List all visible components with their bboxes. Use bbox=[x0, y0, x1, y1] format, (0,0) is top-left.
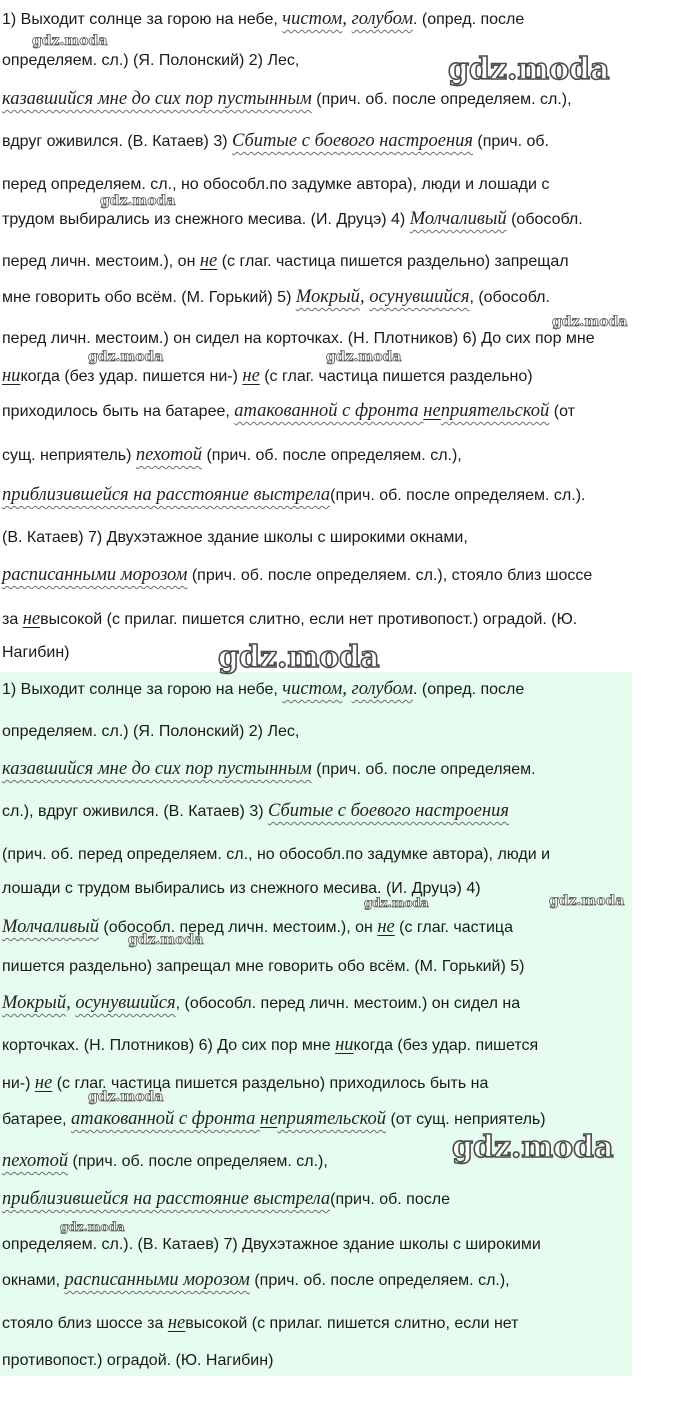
text-line: трудом выбирались из снежного месива. (И. Друцэ) 4) Молчаливый (обособл. bbox=[2, 209, 583, 229]
text-line: окнами, расписанными морозом (прич. об. после определяем. сл.), bbox=[2, 1270, 510, 1290]
watermark: gdz.moda bbox=[88, 1089, 164, 1105]
text-line: сущ. неприятель) пехотой (прич. об. после определяем. сл.), bbox=[2, 445, 462, 465]
watermark: gdz.moda bbox=[364, 896, 429, 910]
watermark: gdz.moda bbox=[326, 349, 402, 365]
watermark: gdz.moda bbox=[448, 52, 610, 87]
text-line: пехотой (прич. об. после определяем. сл.), bbox=[2, 1151, 328, 1171]
text-line: приблизившейся на расстояние выстрела(прич. об. после bbox=[2, 1189, 450, 1209]
text-line: противопост.) оградой. (Ю. Нагибин) bbox=[2, 1352, 274, 1369]
watermark: gdz.moda bbox=[88, 349, 164, 365]
text-line: батарее, атакованной с фронта неприятельской (от сущ. неприятель) bbox=[2, 1109, 546, 1129]
text-line: 1) Выходит солнце за горою на небе, чистом, голубом. (опред. после bbox=[2, 679, 525, 699]
text-line: стояло близ шоссе за невысокой (с прилаг. пишется слитно, если нет bbox=[2, 1313, 519, 1333]
text-line: (прич. об. перед определяем. сл., но обособл.по задумке автора), люди и bbox=[2, 846, 551, 863]
text-line: вдруг оживился. (В. Катаев) 3) Сбитые с боевого настроения (прич. об. bbox=[2, 131, 549, 151]
text-line: никогда (без удар. пишется ни-) не (с глаг. частица пишется раздельно) bbox=[2, 366, 533, 386]
text-line: определяем. сл.) (Я. Полонский) 2) Лес, bbox=[2, 52, 300, 69]
text-line: сл.), вдруг оживился. (В. Катаев) 3) Сбитые с боевого настроения bbox=[2, 801, 509, 821]
watermark: gdz.moda bbox=[549, 893, 625, 909]
text-line: ни-) не (с глаг. частица пишется раздельно) приходилось быть на bbox=[2, 1073, 489, 1093]
text-line: пишется раздельно) запрещал мне говорить обо всём. (М. Горький) 5) bbox=[2, 958, 525, 975]
text-line: лошади с трудом выбирались из снежного месива. (И. Друцэ) 4) bbox=[2, 880, 481, 897]
text-line: Молчаливый (обособл. перед личн. местоим.), он не (с глаг. частица bbox=[2, 917, 513, 937]
watermark: gdz.moda bbox=[552, 314, 628, 330]
watermark: gdz.moda bbox=[100, 193, 176, 209]
text-line: перед определяем. сл., но обособл.по задумке автора), люди и лошади с bbox=[2, 176, 550, 193]
watermark: gdz.moda bbox=[60, 1220, 125, 1234]
answer-block-highlighted bbox=[0, 672, 632, 1376]
watermark: gdz.moda bbox=[128, 932, 204, 948]
text-line: расписанными морозом (прич. об. после определяем. сл.), стояло близ шоссе bbox=[2, 565, 593, 585]
watermark: gdz.moda bbox=[452, 1130, 614, 1165]
text-line: приблизившейся на расстояние выстрела(прич. об. после определяем. сл.). bbox=[2, 485, 586, 505]
text-line: Нагибин) bbox=[2, 644, 70, 661]
text-line: Мокрый, осунувшийся, (обособл. перед личн. местоим.) он сидел на bbox=[2, 993, 521, 1013]
text-line: приходилось быть на батарее, атакованной с фронта неприятельской (от bbox=[2, 401, 575, 421]
text-line: казавшийся мне до сих пор пустынным (прич. об. после определяем. сл.), bbox=[2, 89, 572, 109]
text-line: за невысокой (с прилаг. пишется слитно, если нет противопост.) оградой. (Ю. bbox=[2, 609, 578, 629]
text-line: (В. Катаев) 7) Двухэтажное здание школы с широкими окнами, bbox=[2, 529, 468, 546]
text-line: перед личн. местоим.) он сидел на корточках. (Н. Плотников) 6) До сих пор мне bbox=[2, 330, 595, 347]
text-line: перед личн. местоим.), он не (с глаг. частица пишется раздельно) запрещал bbox=[2, 251, 569, 271]
text-line: определяем. сл.). (В. Катаев) 7) Двухэтажное здание школы с широкими bbox=[2, 1236, 541, 1253]
text-line: мне говорить обо всём. (М. Горький) 5) Мокрый, осунувшийся, (обособл. bbox=[2, 287, 550, 307]
text-line: корточках. (Н. Плотников) 6) До сих пор мне никогда (без удар. пишется bbox=[2, 1035, 539, 1055]
text-line: казавшийся мне до сих пор пустынным (прич. об. после определяем. bbox=[2, 759, 536, 779]
watermark: gdz.moda bbox=[218, 640, 380, 675]
answer-block-original bbox=[0, 0, 680, 664]
text-line: определяем. сл.) (Я. Полонский) 2) Лес, bbox=[2, 723, 300, 740]
watermark: gdz.moda bbox=[32, 33, 108, 49]
text-line: 1) Выходит солнце за горою на небе, чистом, голубом. (опред. после bbox=[2, 9, 525, 29]
